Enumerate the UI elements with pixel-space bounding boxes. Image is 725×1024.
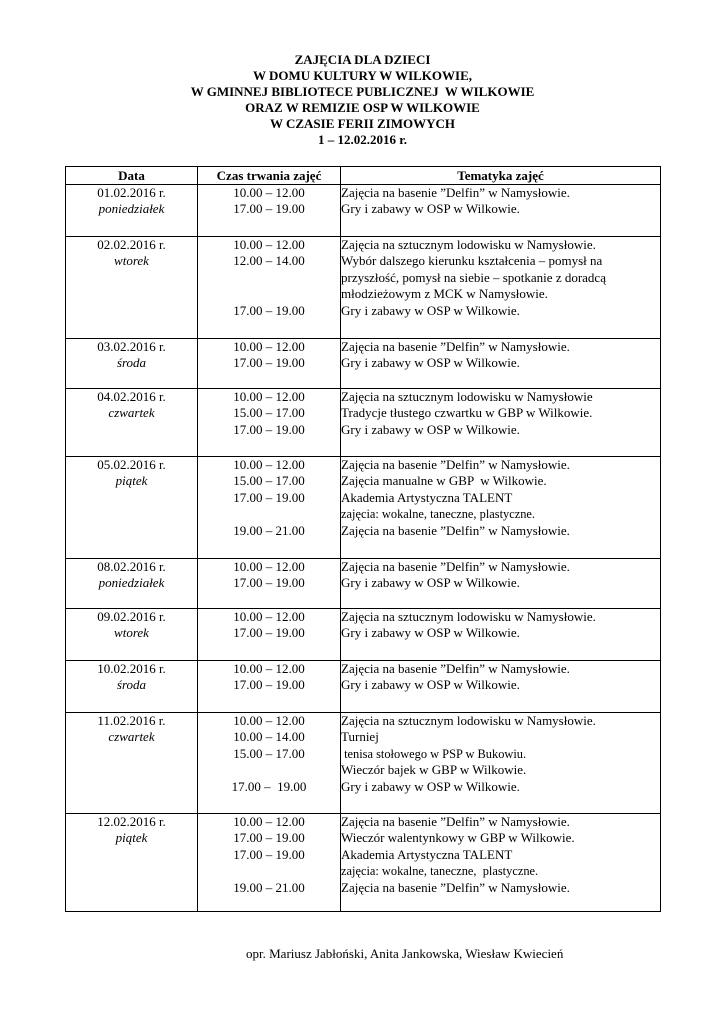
date-text: 11.02.2016 r.: [97, 713, 166, 728]
schedule-table: [65, 166, 661, 912]
weekday-text: poniedziałek: [98, 575, 165, 591]
cell-date: [66, 661, 198, 713]
time-range: 19.00 – 21.00: [233, 879, 305, 895]
time-range: 15.00 – 17.00: [233, 405, 305, 421]
time-range: 17.00 – 19.00: [233, 489, 305, 505]
weekday-text: piątek: [115, 473, 148, 489]
time-range: 10.00 – 12.00: [233, 609, 305, 624]
header-duration: Czas trwania zajęć: [198, 167, 341, 185]
time-range: 10.00 – 12.00: [233, 661, 305, 676]
table-row: [66, 339, 661, 389]
topic-line: Zajęcia na basenie ”Delfin” w Namysłowie.: [341, 185, 570, 200]
time-range: [198, 270, 340, 286]
date-text: 01.02.2016 r.: [97, 185, 166, 200]
topic-line: Gry i zabawy w OSP w Wilkowie.: [341, 677, 520, 693]
table-row: [66, 237, 661, 339]
date-text: 02.02.2016 r.: [97, 237, 166, 252]
date-text: 10.02.2016 r.: [97, 661, 166, 676]
topic-line: Wybór dalszego kierunku kształcenia – pomysł na: [341, 253, 603, 269]
time-range: 17.00 – 19.00: [233, 421, 305, 437]
cell-date: [66, 559, 198, 609]
time-range: 17.00 – 19.00: [233, 575, 305, 591]
topic-line: Zajęcia na basenie ”Delfin” w Namysłowie.: [341, 457, 570, 472]
cell-topics: [341, 339, 661, 389]
footer-authors: opr. Mariusz Jabłoński, Anita Jankowska, Wiesław Kwiecień: [246, 946, 564, 961]
cell-topics: [341, 661, 661, 713]
time-range: [198, 506, 340, 522]
date-text: 03.02.2016 r.: [97, 339, 166, 354]
cell-times: [198, 389, 341, 457]
cell-topics: [341, 814, 661, 912]
time-range: 10.00 – 12.00: [233, 457, 305, 472]
cell-date: [66, 389, 198, 457]
title-line-2: W DOMU KULTURY W WILKOWIE,: [252, 68, 473, 83]
cell-date: [66, 339, 198, 389]
weekday-text: poniedziałek: [98, 201, 165, 217]
cell-times: [198, 457, 341, 559]
time-range: 17.00 – 19.00: [233, 830, 305, 846]
header-topics: Tematyka zajęć: [341, 167, 661, 185]
table-row: [66, 609, 661, 661]
table-row: [66, 814, 661, 912]
time-range: 17.00 – 19.00: [231, 778, 307, 794]
table-row: [66, 559, 661, 609]
topic-line: Zajęcia na sztucznym lodowisku w Namysłowie.: [341, 609, 596, 624]
cell-topics: [341, 185, 661, 237]
time-range: 12.00 – 14.00: [233, 253, 305, 269]
table-row: [66, 185, 661, 237]
time-range: 17.00 – 19.00: [233, 625, 305, 641]
topic-line: Gry i zabawy w OSP w Wilkowie.: [341, 778, 520, 794]
cell-times: [198, 237, 341, 339]
topic-line: Wieczór walentynkowy w GBP w Wilkowie.: [341, 830, 575, 846]
topic-line: Zajęcia na basenie ”Delfin” w Namysłowie.: [341, 661, 570, 676]
topic-line: Gry i zabawy w OSP w Wilkowie.: [341, 421, 520, 437]
weekday-text: piątek: [115, 830, 148, 846]
topic-line: Zajęcia na sztucznym lodowisku w Namysłowie.: [341, 237, 596, 252]
cell-times: [198, 185, 341, 237]
cell-topics: [341, 609, 661, 661]
topic-line: Zajęcia na basenie ”Delfin” w Namysłowie.: [341, 559, 570, 574]
date-text: 08.02.2016 r.: [97, 559, 166, 574]
title-line-1: ZAJĘCIA DLA DZIECI: [294, 52, 431, 67]
time-range: 17.00 – 19.00: [233, 302, 305, 318]
time-range: 10.00 – 12.00: [233, 185, 305, 200]
time-range: 17.00 – 19.00: [233, 201, 305, 217]
time-range: 15.00 – 17.00: [233, 473, 305, 489]
table-row: [66, 661, 661, 713]
weekday-text: czwartek: [108, 729, 155, 745]
cell-times: [198, 559, 341, 609]
time-range: 19.00 – 21.00: [233, 522, 305, 538]
cell-date: [66, 457, 198, 559]
time-range: 17.00 – 19.00: [233, 355, 305, 371]
weekday-text: środa: [116, 677, 147, 693]
cell-date: [66, 185, 198, 237]
table-row: [66, 389, 661, 457]
weekday-text: wtorek: [114, 253, 149, 269]
topic-line: Gry i zabawy w OSP w Wilkowie.: [341, 355, 520, 371]
cell-date: [66, 609, 198, 661]
topic-line: zajęcia: wokalne, taneczne, plastyczne.: [341, 507, 536, 522]
topic-line: Zajęcia na sztucznym lodowisku w Namysłowie: [341, 389, 593, 404]
weekday-text: środa: [116, 355, 147, 371]
cell-times: [198, 713, 341, 814]
topic-line: Akademia Artystyczna TALENT: [341, 489, 513, 505]
cell-date: [66, 814, 198, 912]
time-range: 10.00 – 14.00: [233, 729, 305, 745]
topic-line: Zajęcia na sztucznym lodowisku w Namysłowie.: [341, 713, 596, 728]
table-header-row: [66, 167, 661, 185]
time-range: 10.00 – 12.00: [233, 237, 305, 252]
time-range: 15.00 – 17.00: [233, 745, 305, 761]
time-range: 10.00 – 12.00: [233, 559, 305, 574]
cell-topics: [341, 389, 661, 457]
topic-line: Zajęcia na basenie ”Delfin” w Namysłowie.: [341, 879, 570, 895]
time-range: [198, 286, 340, 302]
topic-line: Wieczór bajek w GBP w Wilkowie.: [341, 762, 527, 778]
document-title: [0, 52, 725, 148]
cell-topics: [341, 457, 661, 559]
date-text: 05.02.2016 r.: [97, 457, 166, 472]
cell-topics: [341, 237, 661, 339]
topic-line: Zajęcia na basenie ”Delfin” w Namysłowie.: [341, 339, 570, 354]
topic-line: Gry i zabawy w OSP w Wilkowie.: [341, 575, 520, 591]
cell-times: [198, 814, 341, 912]
time-range: 10.00 – 12.00: [233, 814, 305, 829]
time-range: [198, 863, 340, 879]
time-range: 10.00 – 12.00: [233, 713, 305, 728]
weekday-text: czwartek: [108, 405, 155, 421]
topic-line: Akademia Artystyczna TALENT: [341, 846, 513, 862]
cell-topics: [341, 713, 661, 814]
topic-line: Gry i zabawy w OSP w Wilkowie.: [341, 201, 520, 217]
cell-date: [66, 237, 198, 339]
topic-line: Turniej: [341, 729, 379, 745]
topic-line: Gry i zabawy w OSP w Wilkowie.: [341, 625, 520, 641]
time-range: 10.00 – 12.00: [233, 389, 305, 404]
time-range: [198, 762, 340, 778]
topic-line: Gry i zabawy w OSP w Wilkowie.: [341, 302, 520, 318]
time-range: 17.00 – 19.00: [233, 677, 305, 693]
date-text: 09.02.2016 r.: [97, 609, 166, 624]
table-row: [66, 713, 661, 814]
time-range: 17.00 – 19.00: [233, 846, 305, 862]
topic-line: młodzieżowym z MCK w Namysłowie.: [341, 286, 548, 302]
topic-line: Zajęcia manualne w GBP w Wilkowie.: [341, 473, 547, 489]
topic-line: przyszłość, pomysł na siebie – spotkanie z doradcą: [341, 269, 606, 285]
time-range: 10.00 – 12.00: [233, 339, 305, 354]
table-row: [66, 457, 661, 559]
title-line-3: W GMINNEJ BIBLIOTECE PUBLICZNEJ W WILKOWIE: [190, 84, 535, 99]
topic-line: tenisa stołowego w PSP w Bukowiu.: [341, 746, 527, 761]
title-line-4: ORAZ W REMIZIE OSP W WILKOWIE: [245, 100, 480, 115]
topic-line: zajęcia: wokalne, taneczne, plastyczne.: [341, 864, 539, 879]
cell-topics: [341, 559, 661, 609]
cell-times: [198, 339, 341, 389]
date-text: 04.02.2016 r.: [97, 389, 166, 404]
topic-line: Zajęcia na basenie ”Delfin” w Namysłowie.: [341, 522, 570, 538]
cell-times: [198, 661, 341, 713]
topic-line: Zajęcia na basenie ”Delfin” w Namysłowie.: [341, 814, 570, 829]
cell-date: [66, 713, 198, 814]
title-line-6: 1 – 12.02.2016 r.: [317, 132, 408, 147]
header-date: Data: [66, 167, 198, 185]
weekday-text: wtorek: [114, 625, 149, 641]
date-text: 12.02.2016 r.: [97, 814, 166, 829]
topic-line: Tradycje tłustego czwartku w GBP w Wilkowie.: [341, 405, 593, 421]
title-line-5: W CZASIE FERII ZIMOWYCH: [269, 116, 456, 131]
cell-times: [198, 609, 341, 661]
